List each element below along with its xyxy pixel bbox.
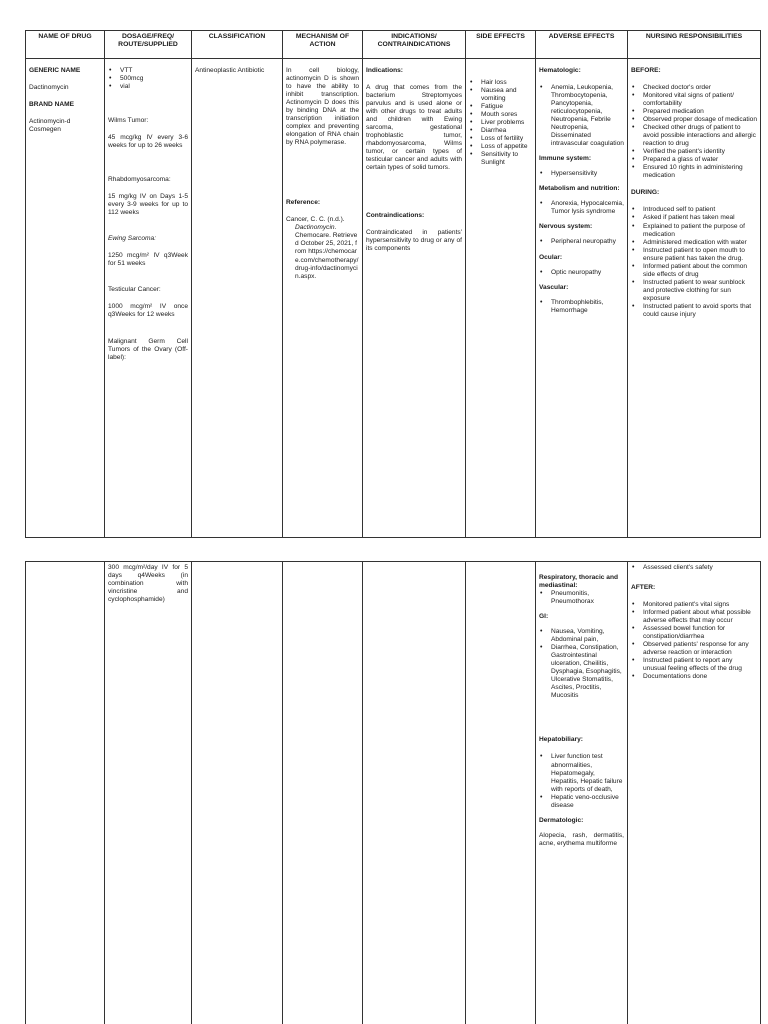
- list-item: • Instructed patient to wear sunblock and protective clothing for sun exposure: [631, 279, 757, 303]
- during-list: [631, 206, 757, 318]
- nursing-cell: [628, 59, 760, 537]
- before-list: [631, 84, 757, 180]
- drug-study-table-page-1: [25, 30, 761, 538]
- list-item: • Checked doctor's order: [631, 84, 757, 92]
- hematologic-list: [539, 84, 624, 148]
- classification-text: Antineoplastic Antibiotic: [195, 67, 265, 74]
- list-item: • Administered medication with water: [631, 239, 757, 247]
- list-item: • Mouth sores: [469, 111, 532, 119]
- hepatobiliary-list: [539, 753, 624, 809]
- indications-cell: [363, 59, 466, 537]
- list-item: • Thrombophlebitis, Hemorrhage: [539, 299, 624, 315]
- contraindications-text: Contraindicated in patients' hypersensitivity to drug or any of its components: [366, 229, 462, 253]
- metabolism-list: [539, 200, 624, 216]
- list-item: • Loss of appetite: [469, 143, 532, 151]
- immune-list: [539, 170, 624, 178]
- rhabdo-dose: 15 mg/kg IV on Days 1-5 every 3-9 weeks for up to 112 weeks: [108, 193, 188, 217]
- header-classification: CLASSIFICATION: [192, 31, 283, 58]
- list-item: • Instructed patient to avoid sports that could cause injury: [631, 303, 757, 319]
- contraindications-label: Contraindications:: [366, 212, 425, 220]
- header-indications: INDICATIONS/ CONTRAINDICATIONS: [363, 31, 466, 58]
- during-list-cont: [631, 564, 757, 572]
- gi-label: GI:: [539, 613, 549, 621]
- list-item: • Ensured 10 rights in administering medication: [631, 164, 757, 180]
- dermatologic-label: Dermatologic:: [539, 816, 584, 824]
- vascular-label: Vascular:: [539, 283, 569, 291]
- nervous-list: [539, 238, 624, 246]
- drug-name-cell: [26, 59, 105, 537]
- side-effects-cell: [466, 59, 536, 537]
- header-nursing: NURSING RESPONSIBILITIES: [645, 33, 743, 40]
- list-item: • Loss of fertility: [469, 135, 532, 143]
- list-item: • Fatigue: [469, 103, 532, 111]
- after-label: AFTER:: [631, 584, 656, 592]
- list-item: • 500mcg: [108, 75, 188, 83]
- list-item: • Introduced self to patient: [631, 206, 757, 214]
- during-label: DURING:: [631, 189, 660, 197]
- list-item: • Pneumonitis, Pneumothorax: [539, 590, 624, 606]
- dosage-cell-cont: [105, 562, 192, 1024]
- list-item: • vial: [108, 83, 188, 91]
- classification-cell: [192, 59, 283, 537]
- respiratory-list: [539, 590, 624, 606]
- adverse-effects-cell: [536, 59, 628, 537]
- list-item: • Diarrhea, Constipation, Gastrointestinal ulceration, Cheilitis, Dysphagia, Esophagitis, Ulcerative Stomatitis, Ascites, Proctitis, Mucositis: [539, 644, 624, 700]
- indications-label: Indications:: [366, 67, 403, 74]
- list-item: • Sensitivity to Sunlight: [469, 151, 532, 167]
- immune-label: Immune system:: [539, 155, 592, 163]
- reference-title: Dactinomycin.: [295, 224, 337, 232]
- mechanism-text: In cell biology, actinomycin D is shown to have the ability to inhibit transcription. Actinomycin D does this by binding DNA at the transcription initiation complex and preventing elongation of RNA chain by RNA polymerase.: [286, 67, 359, 147]
- list-item: • Hair loss: [469, 79, 532, 87]
- drug-name-cell-cont: [26, 562, 105, 1024]
- mechanism-cell-cont: [283, 562, 363, 1024]
- generic-name: Dactinomycin: [29, 84, 69, 92]
- dermatologic-text: Alopecia, rash, dermatitis, acne, erythema multiforme: [539, 831, 624, 847]
- drug-study-table-page-2: [25, 561, 761, 1024]
- header-name-of-drug: NAME OF DRUG: [26, 31, 105, 58]
- list-item: • Assessed client's safety: [631, 564, 757, 572]
- list-item: • Verified the patient's identity: [631, 148, 757, 156]
- respiratory-label: Respiratory, thoracic and mediastinal:: [539, 574, 619, 590]
- list-item: • Monitored vital signs of patient/ comfortability: [631, 92, 757, 108]
- list-item: • Informed patient about what possible adverse effects that may occur: [631, 609, 757, 625]
- list-item: • Prepared a glass of water: [631, 156, 757, 164]
- header-dosage: DOSAGE/FREQ/ ROUTE/SUPPLIED: [105, 31, 192, 58]
- list-item: • Explained to patient the purpose of medication: [631, 223, 757, 239]
- germ-cell-dose: 300 mcg/m²/day IV for 5 days q4Weeks (in combination with vincristine and cyclophosphamide): [108, 564, 188, 604]
- supplied-list: [108, 67, 188, 91]
- list-item: • Checked other drugs of patient to avoid possible interactions and allergic reaction to drug: [631, 124, 757, 148]
- after-list: [631, 601, 757, 681]
- list-item: • Informed patient about the common side effects of drug: [631, 263, 757, 279]
- brand-name: Actinomycin-d Cosmegen: [29, 118, 71, 134]
- list-item: • Instructed patient to open mouth to ensure patient has taken the drug.: [631, 247, 757, 263]
- list-item: • Prepared medication: [631, 108, 757, 116]
- list-item: • Observed patients' response for any adverse reaction or interaction: [631, 641, 757, 657]
- vascular-list: [539, 299, 624, 315]
- list-item: • Nausea and vomiting: [469, 87, 532, 103]
- list-item: • Anemia, Leukopenia, Thrombocytopenia, Pancytopenia, reticulocytopenia, Neutropenia, Febrile Neutropenia, Disseminated intravascular coagulation: [539, 84, 624, 148]
- hematologic-label: Hematologic:: [539, 67, 581, 74]
- ocular-label: Ocular:: [539, 253, 563, 261]
- ewing-title: Ewing Sarcoma:: [108, 235, 157, 243]
- list-item: • Instructed patient to report any unusual feeling effects of the drug: [631, 657, 757, 673]
- metabolism-label: Metabolism and nutrition:: [539, 185, 620, 193]
- list-item: • Liver function test abnormalities, Hepatomegaly, Hepatitis, Hepatic failure with reports of death,: [539, 753, 624, 793]
- list-item: • Hepatic veno-occlusive disease: [539, 794, 624, 810]
- rhabdo-title: Rhabdomyosarcoma:: [108, 176, 171, 184]
- side-effects-cell-cont: [466, 562, 536, 1024]
- generic-name-label: GENERIC NAME: [29, 67, 81, 74]
- header-side-effects: SIDE EFFECTS: [466, 31, 536, 58]
- reference-author: Cancer, C. C. (n.d.).: [286, 216, 345, 224]
- testicular-title: Testicular Cancer:: [108, 286, 161, 294]
- germ-cell-title: Malignant Germ Cell Tumors of the Ovary (Off-label):: [108, 337, 188, 361]
- list-item: • Hypersensitivity: [539, 170, 624, 178]
- nursing-cell-cont: [628, 562, 760, 1024]
- list-item: • Assessed bowel function for constipation/diarrhea: [631, 625, 757, 641]
- list-item: • Documentations done: [631, 673, 757, 681]
- indications-text: A drug that comes from the bacterium Streptomyces parvulus and is used alone or with other drugs to treat adults and children with Ewing sarcoma, gestational trophoblastic tumor, rhabdomyosarcoma, Wilms tumor, or certain types of testicular cancer and adults with certain types of solid tumors.: [366, 84, 462, 172]
- indications-cell-cont: [363, 562, 466, 1024]
- side-effects-list: [469, 79, 532, 167]
- list-item: • VTT: [108, 67, 188, 75]
- brand-name-label: BRAND NAME: [29, 101, 75, 109]
- table-header-row: [26, 31, 760, 59]
- nervous-label: Nervous system:: [539, 223, 593, 231]
- classification-cell-cont: [192, 562, 283, 1024]
- mechanism-cell: [283, 59, 363, 537]
- adverse-effects-cell-cont: [536, 562, 628, 1024]
- gi-list: [539, 628, 624, 700]
- list-item: • Optic neuropathy: [539, 269, 624, 277]
- header-mechanism: MECHANISM OF ACTION: [283, 31, 363, 58]
- wilms-dose: 45 mcg/kg IV every 3-6 weeks for up to 26 weeks: [108, 134, 188, 150]
- list-item: • Peripheral neuropathy: [539, 238, 624, 246]
- reference-source: Chemocare. Retrieved October 25, 2021, from https://chemocare.com/chemotherapy/drug-info/dactinomycin.aspx.: [295, 232, 359, 280]
- wilms-title: Wilms Tumor:: [108, 117, 149, 125]
- list-item: • Anorexia, Hypocalcemia, Tumor lysis syndrome: [539, 200, 624, 216]
- list-item: • Liver problems: [469, 119, 532, 127]
- list-item: • Monitored patient's vital signs: [631, 601, 757, 609]
- list-item: • Diarrhea: [469, 127, 532, 135]
- list-item: • Nausea, Vomiting, Abdominal pain,: [539, 628, 624, 644]
- testicular-dose: 1000 mcg/m² IV once q3Weeks for 12 weeks: [108, 303, 188, 319]
- ocular-list: [539, 269, 624, 277]
- header-adverse-effects: ADVERSE EFFECTS: [536, 31, 628, 58]
- ewing-dose: 1250 mcg/m² IV q3Week for 51 weeks: [108, 252, 188, 268]
- before-label: BEFORE:: [631, 67, 661, 74]
- hepatobiliary-label: Hepatobiliary:: [539, 736, 583, 744]
- dosage-cell: [105, 59, 192, 537]
- list-item: • Observed proper dosage of medication: [631, 116, 757, 124]
- list-item: • Asked if patient has taken meal: [631, 214, 757, 222]
- reference-label: Reference:: [286, 199, 321, 207]
